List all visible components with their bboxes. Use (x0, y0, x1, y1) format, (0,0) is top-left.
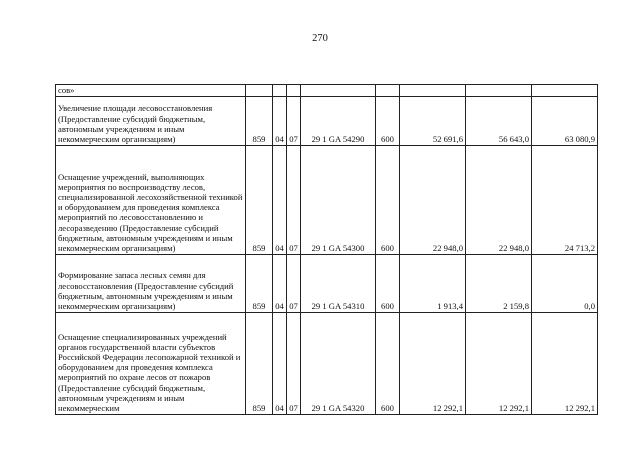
item-name: Оснащение учреждений, выполняющих мероприятия по воспроизводству лесов, специализированной лесохозяйственной техникой и оборудованием для проведения комплекса мероприятий по лесовосстановлению и лесоразведению (Предоставление субсидий бюджетным, автономным учреждениям и иным некоммерческим организациям) (56, 146, 246, 255)
ministry-code: 859 (246, 313, 273, 415)
budget-table (55, 84, 598, 415)
amount-year-3: 63 080,9 (532, 97, 598, 146)
expense-type: 600 (376, 97, 400, 146)
expense-type: 600 (376, 313, 400, 415)
amount-year-1: 52 691,6 (400, 97, 466, 146)
ministry-code: 859 (246, 146, 273, 255)
item-name: сов» (56, 85, 246, 97)
table-row (56, 97, 598, 146)
expense-type (376, 85, 400, 97)
amount-year-2: 2 159,8 (466, 255, 532, 313)
amount-year-3: 0,0 (532, 255, 598, 313)
amount-year-2: 12 292,1 (466, 313, 532, 415)
target-article: 29 1 GA 54300 (301, 146, 376, 255)
page-number: 270 (312, 33, 328, 44)
table-row (56, 255, 598, 313)
section-code: 04 (273, 97, 287, 146)
expense-type: 600 (376, 255, 400, 313)
amount-year-1: 1 913,4 (400, 255, 466, 313)
expense-type: 600 (376, 146, 400, 255)
ministry-code: 859 (246, 255, 273, 313)
section-code: 04 (273, 255, 287, 313)
table-row (56, 313, 598, 415)
subsection-code: 07 (287, 97, 301, 146)
amount-year-3 (532, 85, 598, 97)
subsection-code: 07 (287, 146, 301, 255)
target-article: 29 1 GA 54290 (301, 97, 376, 146)
amount-year-1 (400, 85, 466, 97)
section-code: 04 (273, 146, 287, 255)
amount-year-2: 56 643,0 (466, 97, 532, 146)
amount-year-1: 12 292,1 (400, 313, 466, 415)
amount-year-2: 22 948,0 (466, 146, 532, 255)
target-article: 29 1 GA 54310 (301, 255, 376, 313)
section-code (273, 85, 287, 97)
item-name: Оснащение специализированных учреждений органов государственной власти субъектов Российской Федерации лесопожарной техникой и оборудованием для проведения комплекса мероприятий по охране лесов от пожаров (Предоставление субсидий бюджетным, автономным учреждениям и иным некоммерческим (56, 313, 246, 415)
target-article (301, 85, 376, 97)
amount-year-1: 22 948,0 (400, 146, 466, 255)
item-name: Увеличение площади лесовосстановления (Предоставление субсидий бюджетным, автономным учреждениям и иным некоммерческим организациям) (56, 97, 246, 146)
ministry-code: 859 (246, 97, 273, 146)
section-code: 04 (273, 313, 287, 415)
ministry-code (246, 85, 273, 97)
table-row (56, 146, 598, 255)
target-article: 29 1 GA 54320 (301, 313, 376, 415)
subsection-code (287, 85, 301, 97)
table-row (56, 85, 598, 97)
amount-year-2 (466, 85, 532, 97)
amount-year-3: 24 713,2 (532, 146, 598, 255)
subsection-code: 07 (287, 313, 301, 415)
subsection-code: 07 (287, 255, 301, 313)
item-name: Формирование запаса лесных семян для лесовосстановления (Предоставление субсидий бюджетным, автономным учреждениям и иным некоммерческим организациям) (56, 255, 246, 313)
amount-year-3: 12 292,1 (532, 313, 598, 415)
